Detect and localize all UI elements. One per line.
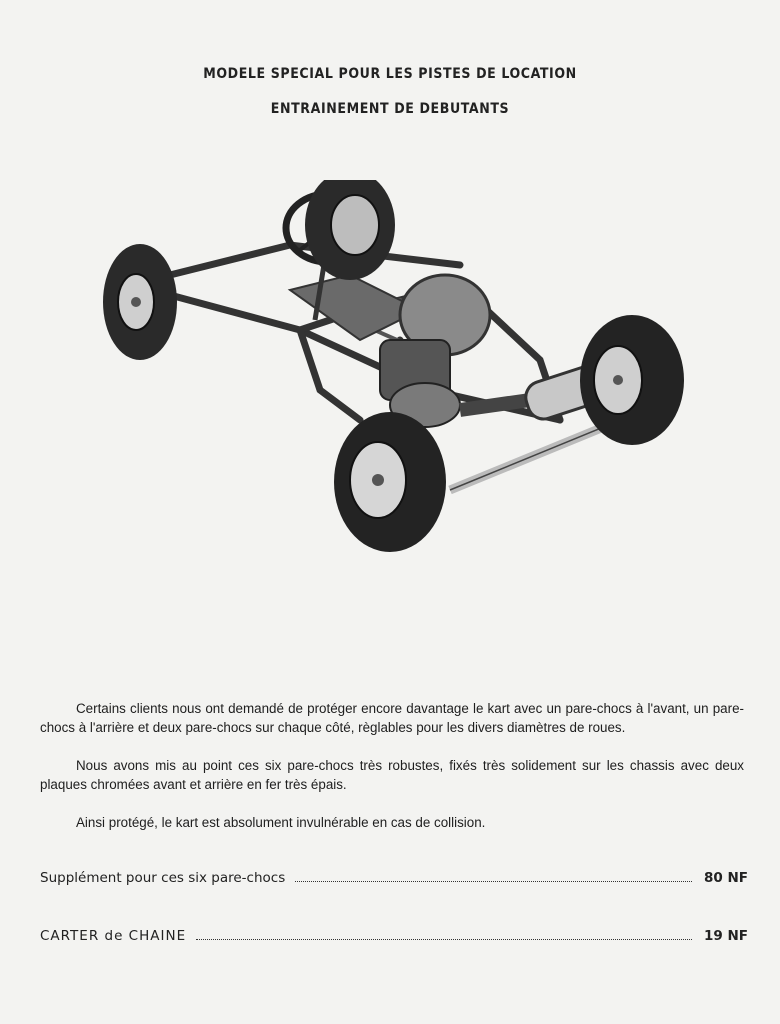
wheel-rear-right [580, 315, 684, 445]
title-line-1: MODELE SPECIAL POUR LES PISTES DE LOCATION [203, 66, 577, 82]
price-row-bumpers [40, 866, 748, 886]
wheel-front-left [103, 244, 177, 360]
dot-leader [295, 880, 692, 882]
paragraph-3: Ainsi protégé, le kart est absolument invulnérable en cas de collision. [76, 815, 486, 830]
wheel-front-right [334, 412, 446, 552]
price-row-chain-guard [40, 924, 748, 944]
paragraph-2: Nous avons mis au point ces six pare-chocs très robustes, fixés très solidement sur les chassis avec deux plaques chromées avant et arrière en fer très épais. [40, 758, 744, 792]
wheel-rear-left [305, 180, 395, 280]
price-amount: 19 NF [703, 928, 748, 944]
dot-leader [196, 938, 692, 940]
paragraph-1: Certains clients nous ont demandé de protéger encore davantage le kart avec un pare-chocs à l'avant, un pare-chocs à l'arrière et deux pare-chocs sur chaque côté, règlables pour les divers diamètres de roues. [40, 701, 744, 735]
kart-chassis-photo [100, 180, 690, 560]
title-line-2: ENTRAINEMENT DE DEBUTANTS [270, 101, 510, 117]
price-label: Supplément pour ces six pare-chocs [40, 870, 286, 886]
price-label: CARTER de CHAINE [40, 928, 187, 944]
price-amount: 80 NF [703, 870, 748, 886]
